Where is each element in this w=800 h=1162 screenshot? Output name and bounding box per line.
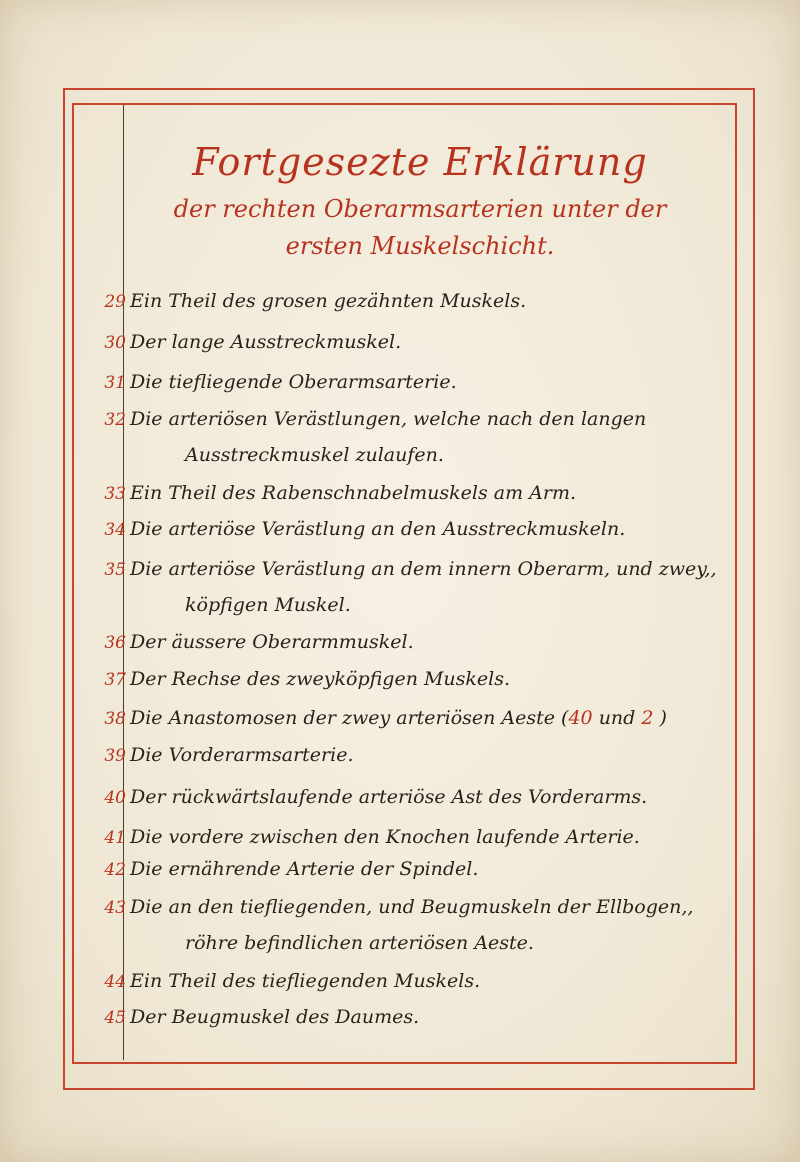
entry-text: Der äussere Oberarmmuskel. <box>130 631 414 653</box>
entry-text: Ein Theil des Rabenschnabelmuskels am Arm. <box>130 482 577 504</box>
entry-number: 36 <box>104 633 126 653</box>
entry-text: Die an den tiefliegenden, und Beugmuskeln der Ellbogen,, <box>130 896 694 918</box>
entry-text: Der rückwärtslaufende arteriöse Ast des Vorderarms. <box>130 786 648 808</box>
entry-text: Die arteriösen Verästlungen, welche nach den langen <box>130 408 647 430</box>
entry-number: 43 <box>104 898 126 918</box>
entry-text-continuation: köpfigen Muskel. <box>185 594 351 616</box>
entry-number: 35 <box>104 560 126 580</box>
entry-text-continuation: Ausstreckmuskel zulaufen. <box>185 444 444 466</box>
entry-text: Der Beugmuskel des Daumes. <box>130 1006 420 1028</box>
entry-number: 39 <box>104 746 126 766</box>
entry-text: Die tiefliegende Oberarmsarterie. <box>130 371 457 393</box>
entry-number: 45 <box>104 1008 126 1028</box>
entry-number: 44 <box>104 972 126 992</box>
page-subtitle-line-2: ersten Muskelschicht. <box>285 232 555 260</box>
entry-text-close: ) <box>653 707 667 729</box>
cross-reference-number: 2 <box>641 707 654 729</box>
entry-number: 41 <box>104 828 126 848</box>
entry-number: 30 <box>104 333 126 353</box>
entry-number: 31 <box>104 373 126 393</box>
entry-text: Der lange Ausstreckmuskel. <box>130 331 402 353</box>
cross-reference-number: 40 <box>568 707 593 729</box>
entry-text-continuation: röhre befindlichen arteriösen Aeste. <box>185 932 534 954</box>
entry-text: Ein Theil des tiefliegenden Muskels. <box>130 970 481 992</box>
entry-text: Die vordere zwischen den Knochen laufende Arterie. <box>130 826 640 848</box>
page-title: Fortgesezte Erklärung <box>192 140 648 184</box>
entry-text: Die arteriöse Verästlung an dem innern Oberarm, und zwey,, <box>130 558 717 580</box>
entry-number: 42 <box>104 860 126 880</box>
entry-number: 29 <box>104 292 126 312</box>
entry-number: 33 <box>104 484 126 504</box>
entry-number: 34 <box>104 520 126 540</box>
entry-text: Die arteriöse Verästlung an den Ausstreckmuskeln. <box>130 518 626 540</box>
entry-text: Die Vorderarmsarterie. <box>130 744 354 766</box>
entry-number: 32 <box>104 410 126 430</box>
page-subtitle-line-1: der rechten Oberarmsarterien unter der <box>173 195 667 223</box>
entry-number: 37 <box>104 670 126 690</box>
entry-text-conjunction: und <box>592 707 642 729</box>
entry-text: Ein Theil des grosen gezähnten Muskels. <box>130 290 527 312</box>
entry-number: 38 <box>104 709 126 729</box>
entry-text <box>130 707 740 729</box>
entry-text: Die ernährende Arterie der Spindel. <box>130 858 479 880</box>
entry-text: Der Rechse des zweyköpfigen Muskels. <box>130 668 511 690</box>
entry-number: 40 <box>104 788 126 808</box>
entry-text-main: Die Anastomosen der zwey arteriösen Aeste ( <box>130 707 569 729</box>
